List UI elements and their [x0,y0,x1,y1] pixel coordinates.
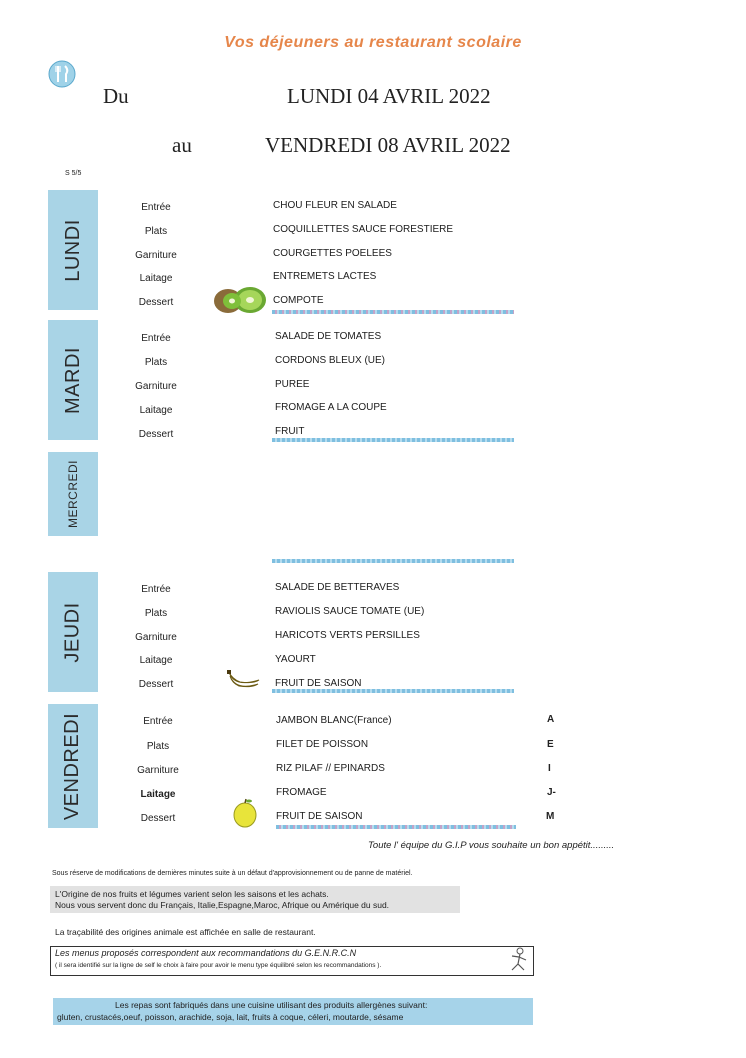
bon-appetit-note: Toute l' équipe du G.I.P vous souhaite un bon appétit......... [368,840,615,851]
day-separator [276,825,516,829]
course-label-plats: Plats [144,357,168,368]
day-name: VENDREDI [61,712,84,820]
au-label: au [172,133,192,157]
dish-dessert: FRUIT [275,426,305,437]
day-separator [272,559,514,563]
day-separator [272,689,514,693]
day-band-mercredi [48,452,98,536]
day-band-jeudi [48,572,98,692]
day-name: MARDI [61,346,84,414]
day-separator [272,310,514,314]
dish-plat: CORDONS BLEUX (UE) [275,355,386,366]
origin-line-1: L'Origine de nos fruits et légumes varient selon les saisons et les achats. [55,889,329,899]
dish-laitage: FROMAGE [276,787,327,798]
allergens-line-1: Les repas sont fabriqués dans une cuisine utilisant des produits allergènes suivant: [115,1000,428,1010]
chef-logo-icon [500,944,530,974]
course-label-laitage: Laitage [139,273,173,284]
dish-dessert: COMPOTE [273,295,324,306]
tracability-note: La traçabilité des origines animale est affichée en salle de restaurant. [55,927,316,937]
day-name: LUNDI [61,218,84,282]
dish-entree: SALADE DE TOMATES [275,331,382,342]
day-band-mardi [48,320,98,440]
dish-dessert: FRUIT DE SAISON [276,811,363,822]
dish-laitage: FROMAGE A LA COUPE [275,402,387,413]
course-label-dessert: Dessert [138,297,174,308]
course-label-entree: Entrée [141,333,171,344]
course-label-plats: Plats [144,608,168,619]
dish-code: I [548,763,551,774]
course-label-plats: Plats [144,226,168,237]
dish-code: M [546,811,555,822]
dish-plat: COQUILLETTES SAUCE FORESTIERE [273,224,454,235]
dish-code: E [547,739,554,750]
dish-entree: SALADE DE BETTERAVES [275,582,400,593]
dish-garniture: RIZ PILAF // EPINARDS [276,763,385,774]
course-label-laitage: Laitage [139,405,173,416]
end-date: VENDREDI 08 AVRIL 2022 [265,133,511,157]
origin-line-2: Nous vous servent donc du Français, Italie,Espagne,Maroc, Afrique ou Amérique du sud. [55,900,390,910]
dish-entree: JAMBON BLANC(France) [276,715,392,726]
course-label-dessert: Dessert [140,813,176,824]
course-label-plats: Plats [146,741,170,752]
dish-laitage: ENTREMETS LACTES [273,271,377,282]
banana-icon [226,666,262,692]
course-label-garniture: Garniture [137,765,179,776]
course-label-entree: Entrée [141,202,171,213]
day-name: JEUDI [61,601,84,663]
day-band-vendredi [48,704,98,828]
course-label-garniture: Garniture [135,250,177,261]
dish-garniture: PUREE [275,379,310,390]
week-code: S 5/5 [65,170,82,177]
course-label-garniture: Garniture [135,381,177,392]
genrcn-line-2: ( il sera identifié sur la ligne de self le choix à faire pour avoir le menu type équilibré selon les recommandations ). [55,962,382,969]
genrcn-line-1: Les menus proposés correspondent aux recommandations du G.E.N.R.C.N [55,948,357,958]
dish-code: J- [547,787,556,798]
kiwi-icon [212,284,268,316]
course-label-garniture: Garniture [135,632,177,643]
day-band-lundi [48,190,98,310]
reserve-note: Sous réserve de modifications de dernières minutes suite à un défaut d'approvisionnement ou de panne de matériel. [52,870,413,877]
day-separator [272,438,514,442]
course-label-dessert: Dessert [138,429,174,440]
dish-plat: RAVIOLIS SAUCE TOMATE (UE) [275,606,425,617]
course-label-entree: Entrée [141,584,171,595]
course-label-laitage: Laitage [140,789,176,800]
dish-garniture: COURGETTES POELEES [273,248,392,259]
dish-entree: CHOU FLEUR EN SALADE [273,200,397,211]
cutlery-icon [48,60,76,88]
page-title: Vos déjeuners au restaurant scolaire [224,34,522,51]
apple-icon [232,798,258,828]
allergens-line-2: gluten, crustacés,oeuf, poisson, arachide, soja, lait, fruits à coque, céleri, moutarde, sésame [57,1012,404,1022]
dish-garniture: HARICOTS VERTS PERSILLES [275,630,420,641]
dish-laitage: YAOURT [275,654,316,665]
du-label: Du [103,84,129,108]
dish-plat: FILET DE POISSON [276,739,369,750]
dish-code: A [547,714,555,725]
course-label-entree: Entrée [143,716,173,727]
course-label-dessert: Dessert [138,679,174,690]
day-name: MERCREDI [66,459,81,529]
dish-dessert: FRUIT DE SAISON [275,678,362,689]
start-date: LUNDI 04 AVRIL 2022 [287,84,491,108]
course-label-laitage: Laitage [139,655,173,666]
